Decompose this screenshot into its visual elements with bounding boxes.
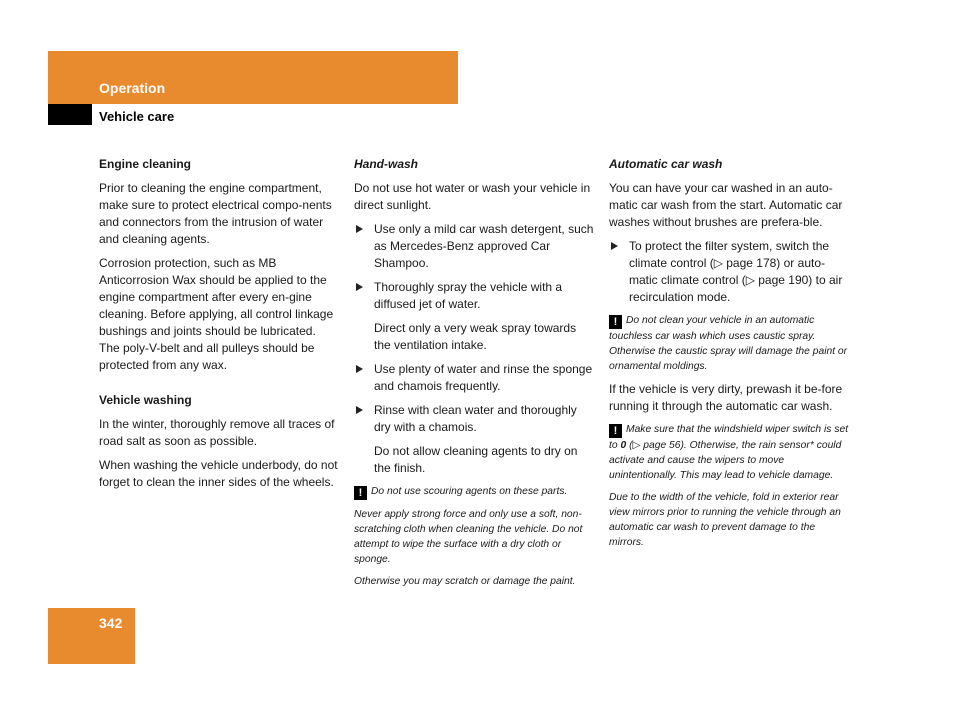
paragraph: You can have your car washed in an auto-matic car wash from the start. Automatic car washes without brushes are prefera-ble.	[609, 181, 843, 229]
list-item: Use plenty of water and rinse the sponge and chamois frequently.	[354, 361, 594, 395]
triangle-right-icon	[356, 365, 363, 373]
heading-automatic-car-wash: Automatic car wash	[609, 157, 723, 171]
switch-position: 0	[620, 440, 627, 451]
paragraph: Do not use hot water or wash your vehicle in direct sunlight.	[354, 181, 591, 212]
list-item: Use only a mild car wash detergent, such as Mercedes-Benz approved Car Shampoo.	[354, 221, 594, 272]
warning-note: ! Do not clean your vehicle in an automatic touchless car wash which uses caustic spray. Otherwise the caustic spray will damage the paint or ornamental moldings.	[609, 315, 848, 372]
note-text: Never apply strong force and only use a soft, non-scratching cloth when cleaning the vehicle. Do not attempt to wipe the surface with a dry cloth or sponge.	[354, 509, 583, 565]
warning-note: ! Do not use scouring agents on these parts.	[354, 484, 594, 500]
paragraph: Direct only a very weak spray towards the ventilation intake.	[374, 321, 577, 352]
note-text: Due to the width of the vehicle, fold in exterior rear view mirrors prior to running the vehicle through an automatic car wash to prevent damage to the mirrors.	[609, 492, 841, 548]
subsection-title: Vehicle care	[99, 109, 175, 124]
page-number: 342	[99, 615, 123, 631]
column-engine-cleaning	[99, 156, 339, 498]
heading-vehicle-washing: Vehicle washing	[99, 393, 192, 407]
paragraph: In the winter, thoroughly remove all traces of road salt as soon as possible.	[99, 417, 335, 448]
paragraph: Do not allow cleaning agents to dry on the finish.	[374, 444, 578, 475]
heading-engine-cleaning: Engine cleaning	[99, 157, 192, 171]
triangle-right-icon	[356, 406, 363, 414]
header-tab-marker	[48, 104, 92, 125]
list-item: Rinse with clean water and thoroughly dry with a chamois.	[354, 402, 594, 436]
warning-icon: !	[354, 486, 367, 500]
warning-note: ! Make sure that the windshield wiper switch is set to 0 (▷ page 56). Otherwise, the rain sensor* could activate and cause the wipers to move unintentionally. This may lead to vehicle damage.	[609, 424, 849, 481]
header-band	[48, 51, 458, 104]
paragraph: Corrosion protection, such as MB Anticorrosion Wax should be applied to the engine compartment after every en-gine cleaning. Before applying, all control linkage bushings and joints should be lubricated. The poly-V-belt and all pulleys should be protected from any wax.	[99, 256, 334, 372]
list-item: To protect the filter system, switch the climate control (▷ page 178) or auto-matic climate control (▷ page 190) to air recirculation mode.	[609, 238, 849, 306]
note-text: Otherwise you may scratch or damage the paint.	[354, 576, 576, 587]
paragraph: Prior to cleaning the engine compartment, make sure to protect electrical compo-nents and connectors from the intrusion of water and cleaning agents.	[99, 181, 332, 246]
column-hand-wash	[354, 156, 594, 596]
section-title: Operation	[99, 80, 166, 96]
warning-icon: !	[609, 424, 622, 438]
triangle-right-icon	[611, 242, 618, 250]
column-automatic-car-wash	[609, 156, 849, 557]
heading-hand-wash: Hand-wash	[354, 157, 419, 171]
warning-icon: !	[609, 315, 622, 329]
triangle-right-icon	[356, 283, 363, 291]
list-item: Thoroughly spray the vehicle with a diffused jet of water.	[354, 279, 594, 313]
paragraph: If the vehicle is very dirty, prewash it be-fore running it through the automatic car wash.	[609, 382, 843, 413]
paragraph: When washing the vehicle underbody, do not forget to clean the inner sides of the wheels.	[99, 458, 338, 489]
triangle-right-icon	[356, 225, 363, 233]
